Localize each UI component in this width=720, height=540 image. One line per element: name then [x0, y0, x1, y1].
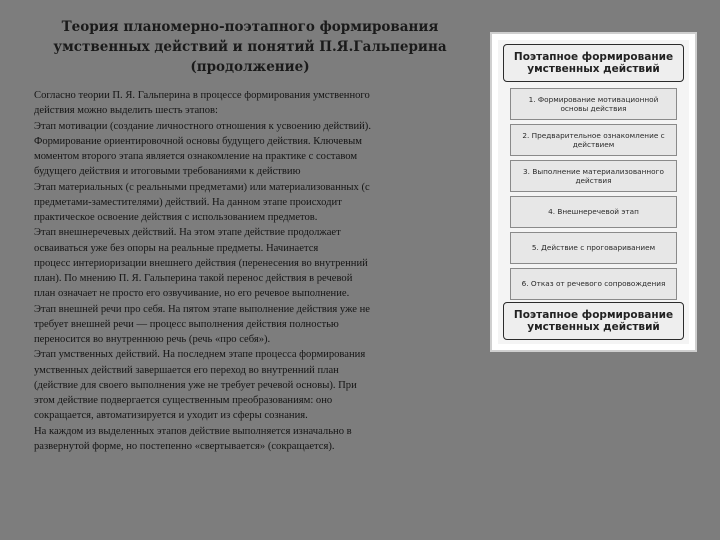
- slide-title: [40, 17, 460, 77]
- title-line-2: умственных действий и понятий П.Я.Гальперина: [53, 39, 447, 55]
- diagram-step: 2. Предварительное ознакомление с действием: [510, 124, 677, 156]
- title-line-3: (продолжение): [190, 59, 310, 75]
- body-line: моментом второго этапа является ознакомление на практике с составом: [34, 151, 358, 162]
- body-line: На каждом из выделенных этапов действие выполняется изначально в: [34, 425, 352, 437]
- diagram-step: 4. Внешнеречевой этап: [510, 196, 677, 228]
- body-line: план означает не просто его озвучивание, но его речевое выполнение.: [34, 288, 350, 300]
- body-line: Согласно теории П. Я. Гальперина в процессе формирования умственного: [34, 90, 370, 101]
- body-line: Этап мотивации (создание личностного отношения к усвоению действий).: [34, 120, 371, 132]
- title-line-1: Теория планомерно-поэтапного формирования: [61, 19, 439, 35]
- body-line: план). По мнению П. Я. Гальперина такой перенос действия в речевой: [34, 273, 353, 284]
- body-line: будущего действия и итоговыми требованиями к действию: [34, 166, 301, 178]
- body-line: Формирование ориентировочной основы будущего действия. Ключевым: [34, 135, 362, 147]
- body-line: Этап умственных действий. На последнем этапе процесса формирования: [34, 349, 366, 361]
- body-line: умственных действий завершается его переход во внутренний план: [34, 364, 339, 376]
- body-line: осваиваться уже без опоры на реальные предметы. Начинается: [34, 242, 319, 254]
- body-line: действия можно выделить шесть этапов:: [34, 105, 218, 117]
- body-line: требует внешней речи — процесс выполнения действия полностью: [34, 318, 339, 330]
- body-line: Этап внешней речи про себя. На пятом этапе выполнение действия уже не: [34, 303, 370, 315]
- body-line: предметами-заместителями) действий. На данном этапе происходит: [34, 196, 342, 208]
- body-line: (действие для своего выполнения уже не требует речевой основы). При: [34, 379, 357, 391]
- diagram-step: 3. Выполнение материализованного действия: [510, 160, 677, 192]
- body-line: развернутой форме, но постепенно «свертывается» (сокращается).: [34, 440, 335, 452]
- body-line: сокращается, автоматизируется и уходит из сферы сознания.: [34, 410, 308, 422]
- diagram-image: [490, 32, 697, 352]
- body-line: этом действие подвергается существенным преобразованиям: оно: [34, 395, 333, 406]
- body-line: Этап внешнеречевых действий. На этом этапе действие продолжает: [34, 227, 341, 239]
- diagram-step: 1. Формирование мотивационной основы действия: [510, 88, 677, 120]
- body-line: процесс интериоризации внешнего действия (перенесения во внутренний: [34, 257, 368, 269]
- body-text: [34, 88, 486, 454]
- diagram-step: 6. Отказ от речевого сопровождения: [510, 268, 677, 300]
- body-line: практическое освоение действия с использованием предметов.: [34, 212, 318, 223]
- diagram-header-bottom: Поэтапное формирование умственных действий: [503, 302, 684, 340]
- diagram-steps: [510, 88, 677, 304]
- stages-diagram: [498, 40, 689, 344]
- diagram-step: 5. Действие с проговариванием: [510, 232, 677, 264]
- diagram-header-top: Поэтапное формирование умственных действий: [503, 44, 684, 82]
- body-line: переносится во внутреннюю речь (речь «про себя»).: [34, 334, 271, 345]
- body-line: Этап материальных (с реальными предметами) или материализованных (с: [34, 181, 370, 193]
